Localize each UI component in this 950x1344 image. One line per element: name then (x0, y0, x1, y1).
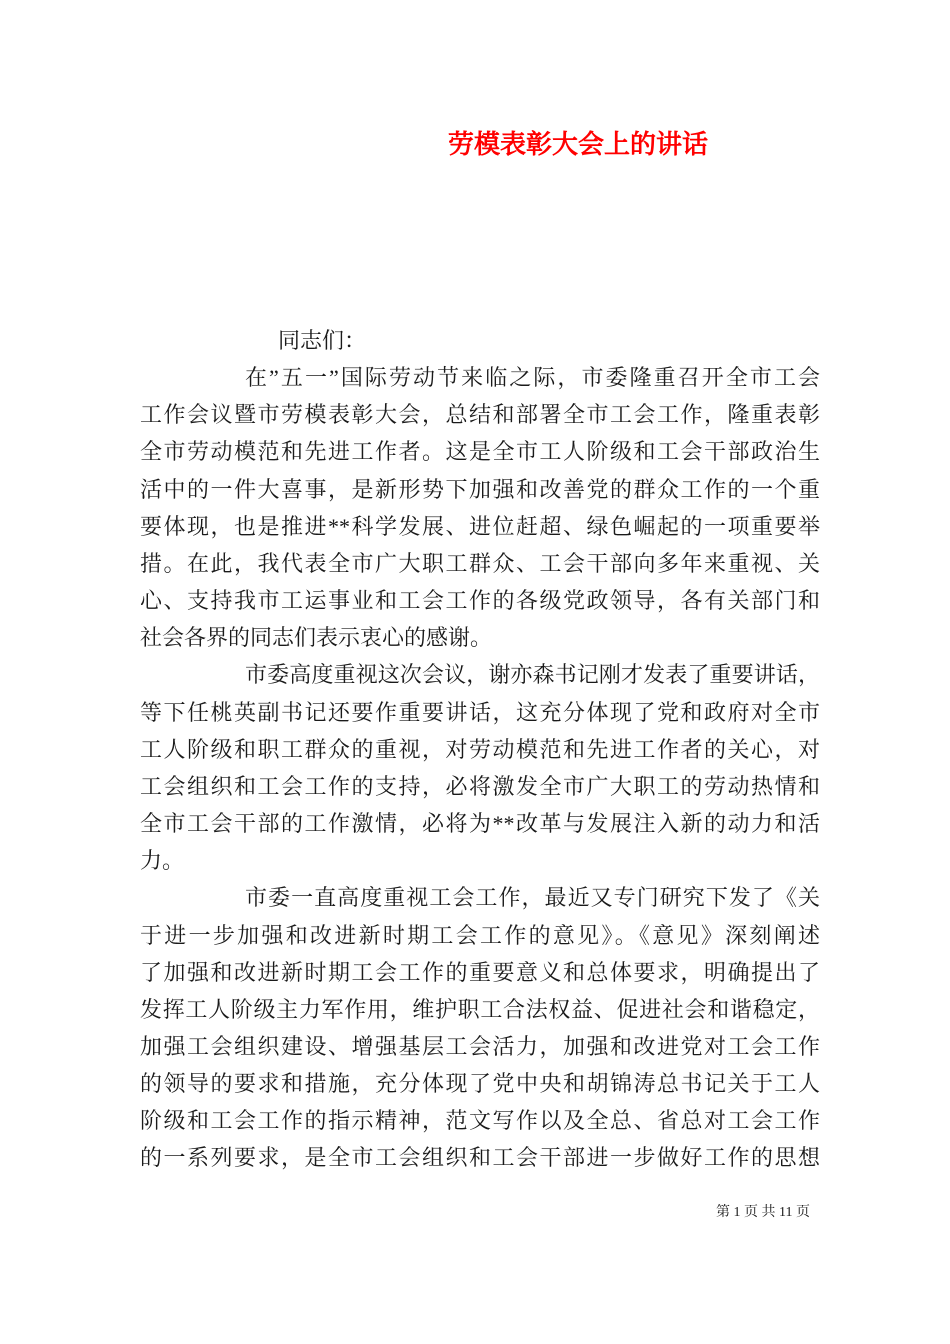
paragraph (140, 359, 820, 656)
body-line: 工作会议暨市劳模表彰大会，总结和部署全市工会工作，隆重表彰 (140, 402, 820, 428)
body-line: 市委高度重视这次会议，谢亦森书记刚才发表了重要讲话， (245, 662, 820, 688)
body-line: 于进一步加强和改进新时期工会工作的意见》。《意见》深刻阐述 (140, 922, 820, 948)
body-line: 的领导的要求和措施，充分体现了党中央和胡锦涛总书记关于工人 (140, 1071, 820, 1097)
body-line: 阶级和工会工作的指示精神，范文写作以及全总、省总对工会工作 (140, 1108, 820, 1134)
body-line: 全市劳动模范和先进工作者。这是全市工人阶级和工会干部政治生 (140, 439, 820, 465)
document-body (140, 322, 820, 1177)
body-line: 同志们： (278, 328, 367, 353)
body-line: 了加强和改进新时期工会工作的重要意义和总体要求，明确提出了 (140, 959, 820, 985)
document-title: 劳模表彰大会上的讲话 (447, 130, 708, 159)
paragraph (140, 656, 820, 879)
body-line: 发挥工人阶级主力军作用，维护职工合法权益、促进社会和谐稳定， (140, 996, 820, 1022)
paragraph (140, 322, 820, 359)
body-line: 的一系列要求，是全市工会组织和工会干部进一步做好工作的思想 (140, 1145, 820, 1171)
page-number-label: 第 1 页 共 11 页 (716, 1205, 810, 1220)
body-line: 市委一直高度重视工会工作，最近又专门研究下发了《关 (245, 885, 820, 911)
body-line: 工会组织和工会工作的支持，必将激发全市广大职工的劳动热情和 (140, 773, 820, 799)
body-line: 措。在此，我代表全市广大职工群众、工会干部向多年来重视、关 (140, 550, 820, 576)
body-line: 加强工会组织建设、增强基层工会活力，加强和改进党对工会工作 (140, 1033, 820, 1059)
body-line: 活中的一件大喜事，是新形势下加强和改善党的群众工作的一个重 (140, 476, 820, 502)
page-footer (716, 1203, 810, 1223)
body-line: 工人阶级和职工群众的重视，对劳动模范和先进工作者的关心，对 (140, 736, 820, 762)
paragraph (140, 879, 820, 1176)
body-line: 心、支持我市工运事业和工会工作的各级党政领导，各有关部门和 (140, 588, 820, 614)
body-line: 力。 (140, 848, 185, 874)
body-line: 等下任桃英副书记还要作重要讲话，这充分体现了党和政府对全市 (140, 699, 820, 725)
body-line: 全市工会干部的工作激情，必将为**改革与发展注入新的动力和活 (140, 811, 820, 837)
body-line: 社会各界的同志们表示衷心的感谢。 (140, 625, 493, 651)
body-line: 在”五一”国际劳动节来临之际，市委隆重召开全市工会 (245, 365, 820, 391)
body-line: 要体现，也是推进**科学发展、进位赶超、绿色崛起的一项重要举 (140, 513, 820, 539)
